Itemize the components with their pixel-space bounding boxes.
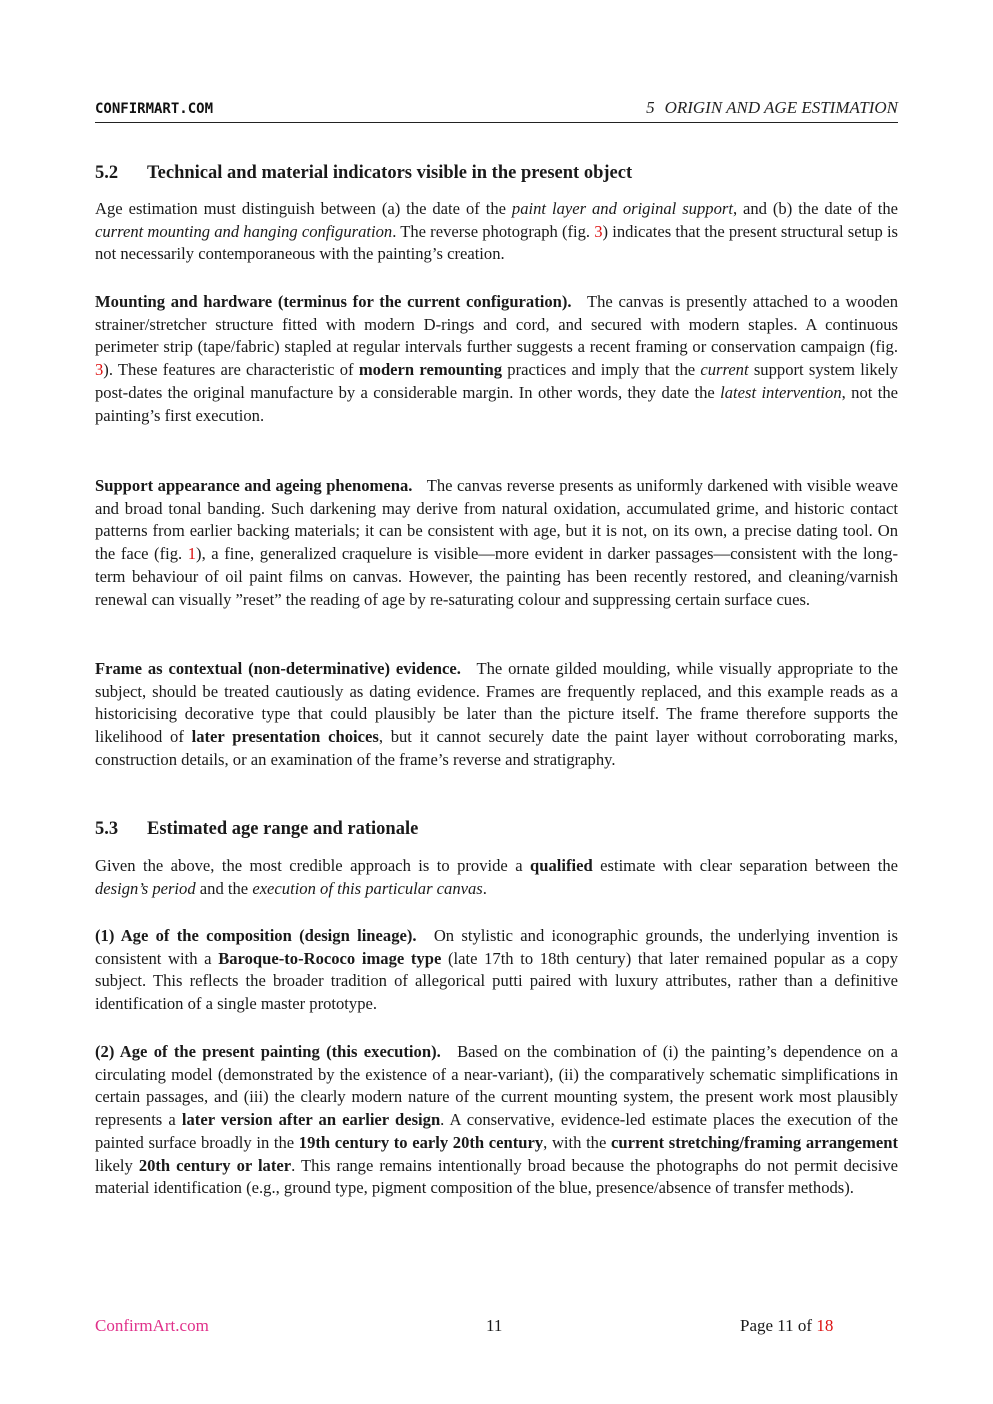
frame-paragraph bbox=[95, 658, 898, 772]
running-head-section-number: 5 bbox=[646, 98, 655, 117]
paragraph-lead: (2) Age of the present painting (this execution). bbox=[95, 1042, 441, 1061]
paragraph-lead: (1) Age of the composition (design lineage). bbox=[95, 926, 417, 945]
text-run: (late 17th to 18th century) that later remained popular as a copy subject. This reflects the broader tradition of allegorical putti paired with luxury attributes, rather than a definitive identification of a single master prototype. bbox=[95, 948, 898, 1014]
text-run: ) indicates that the present structural setup is not necessarily contemporaneous with the painting’s creation. bbox=[95, 221, 899, 264]
emphasis: current mounting and hanging configuration bbox=[95, 221, 393, 241]
bold-term: 20th century or later bbox=[138, 1155, 292, 1175]
section-title: Estimated age range and rationale bbox=[147, 819, 419, 839]
text-run: On stylistic and iconographic grounds, the underlying invention is consistent with a bbox=[95, 926, 899, 968]
text-run: . A conservative, evidence-led estimate places the execution of the painted surface broadly in the bbox=[95, 1110, 898, 1152]
text-run: The ornate gilded moulding, while visually appropriate to the subject, should be treated cautiously as dating evidence. Frames are frequently replaced, and this example reads as a historicising decorative type that could plausibly be later than the picture itself. The frame therefore supports the likelihood of bbox=[95, 659, 898, 747]
support-paragraph bbox=[95, 475, 898, 611]
last-page-link[interactable]: 18 bbox=[816, 1316, 834, 1335]
emphasis: current bbox=[700, 360, 749, 380]
text-run: Based on the combination of (i) the painting’s dependence on a circulating model (demonstrated by the existence of a near-variant), (ii) the comparatively schematic simplifications in certain passages, and (iii) the clearly modern nature of the current mounting system, the present work most plausibly represents a bbox=[95, 1042, 898, 1130]
page-header bbox=[95, 98, 898, 123]
text-run: ), a fine, generalized craquelure is visible—more evident in darker passages—consistent with the long-term behaviour of oil paint films on canvas. However, the painting has been recently restored, and cleaning/varnish renewal can visually ”reset” the reading of age by re-saturating colour and suppressing certain surface cues. bbox=[95, 544, 898, 609]
text-run: . The reverse photograph (fig. bbox=[392, 221, 595, 241]
footer-page-number: 11 bbox=[486, 1316, 503, 1335]
text-run: Age estimation must distinguish between (a) the date of the bbox=[95, 199, 512, 218]
text-run: , not the painting’s first execution. bbox=[95, 382, 899, 425]
text-run: likely bbox=[95, 1155, 139, 1175]
text-run: The canvas reverse presents as uniformly darkened with visible weave and broad tonal banding. Such darkening may derive from natural oxidation, accumulated grime, and historic contact patterns from earlier backing materials; it can be consistent with age, but it is not, on its own, a precise dating tool. On the face (fig. bbox=[95, 476, 899, 564]
text-run: The canvas is presently attached to a wooden strainer/stretcher structure fitted with modern D-rings and cord, and secured with modern staples. A continuous perimeter strip (tape/fabric) stapled at regular intervals further suggests a recent framing or conservation campaign (fig. bbox=[95, 292, 898, 357]
present-painting-paragraph bbox=[95, 1041, 898, 1200]
text-run: . bbox=[482, 878, 487, 898]
footer-site-link[interactable]: ConfirmArt.com bbox=[95, 1316, 209, 1335]
paragraph-lead: Frame as contextual (non-determinative) evidence. bbox=[95, 659, 461, 678]
emphasis: latest intervention bbox=[720, 382, 842, 402]
section-title: Technical and material indicators visible in the present object bbox=[147, 163, 633, 183]
text-run: , with the bbox=[543, 1132, 611, 1152]
bold-term: qualified bbox=[530, 856, 593, 875]
emphasis: execution of this particular canvas bbox=[252, 878, 483, 898]
bold-term: 19th century to early 20th century bbox=[298, 1132, 544, 1152]
section-5-3-intro-paragraph bbox=[95, 855, 898, 900]
figure-reference-link[interactable]: 3 bbox=[594, 221, 603, 241]
emphasis: paint layer and original support bbox=[511, 199, 733, 218]
text-run: , and (b) the date of the bbox=[732, 199, 898, 218]
text-run: and the bbox=[195, 878, 253, 898]
running-head-section-title: ORIGIN AND AGE ESTIMATION bbox=[664, 98, 898, 117]
footer-page-count bbox=[740, 1316, 833, 1336]
mounting-paragraph bbox=[95, 291, 898, 427]
section-5-3-heading bbox=[95, 819, 418, 840]
section-5-2-heading bbox=[95, 163, 632, 184]
bold-term: Baroque-to-Rococo image type bbox=[218, 948, 442, 968]
text-run: Given the above, the most credible approach is to provide a bbox=[95, 856, 530, 875]
text-run: ). These features are characteristic of bbox=[103, 360, 359, 380]
paragraph-lead: Support appearance and ageing phenomena. bbox=[95, 476, 413, 495]
running-head bbox=[646, 98, 898, 118]
text-run: , but it cannot securely date the paint layer without corroborating marks, construction details, or an examination of the frame’s reverse and stratigraphy. bbox=[95, 727, 899, 769]
confirmart-logo: CONFIRMART.COM bbox=[95, 101, 214, 117]
text-run: support system likely post-dates the original manufacture by a considerable margin. In other words, they date the bbox=[95, 360, 899, 402]
bold-term: modern remounting bbox=[358, 360, 503, 380]
bold-term: later version after an earlier design bbox=[181, 1110, 441, 1130]
bold-term: later presentation choices bbox=[191, 727, 379, 747]
text-run: practices and imply that the bbox=[502, 360, 701, 380]
composition-paragraph bbox=[95, 925, 898, 1016]
section-number: 5.3 bbox=[95, 819, 119, 839]
figure-reference-link[interactable]: 1 bbox=[187, 544, 197, 564]
emphasis: design’s period bbox=[95, 878, 196, 898]
text-run: estimate with clear separation between the bbox=[592, 856, 898, 875]
page-count-prefix: Page 11 of bbox=[740, 1316, 817, 1335]
bold-term: current stretching/framing arrangement bbox=[610, 1132, 898, 1152]
figure-reference-link[interactable]: 3 bbox=[95, 360, 104, 380]
text-run: . This range remains intentionally broad because the photographs do not permit decisive material identification (e.g., ground type, pigment composition of the blue, presence/absence of transfer methods). bbox=[95, 1155, 898, 1198]
section-5-2-intro-paragraph bbox=[95, 198, 898, 266]
section-number: 5.2 bbox=[95, 163, 119, 183]
paragraph-lead: Mounting and hardware (terminus for the current configuration). bbox=[95, 292, 572, 311]
